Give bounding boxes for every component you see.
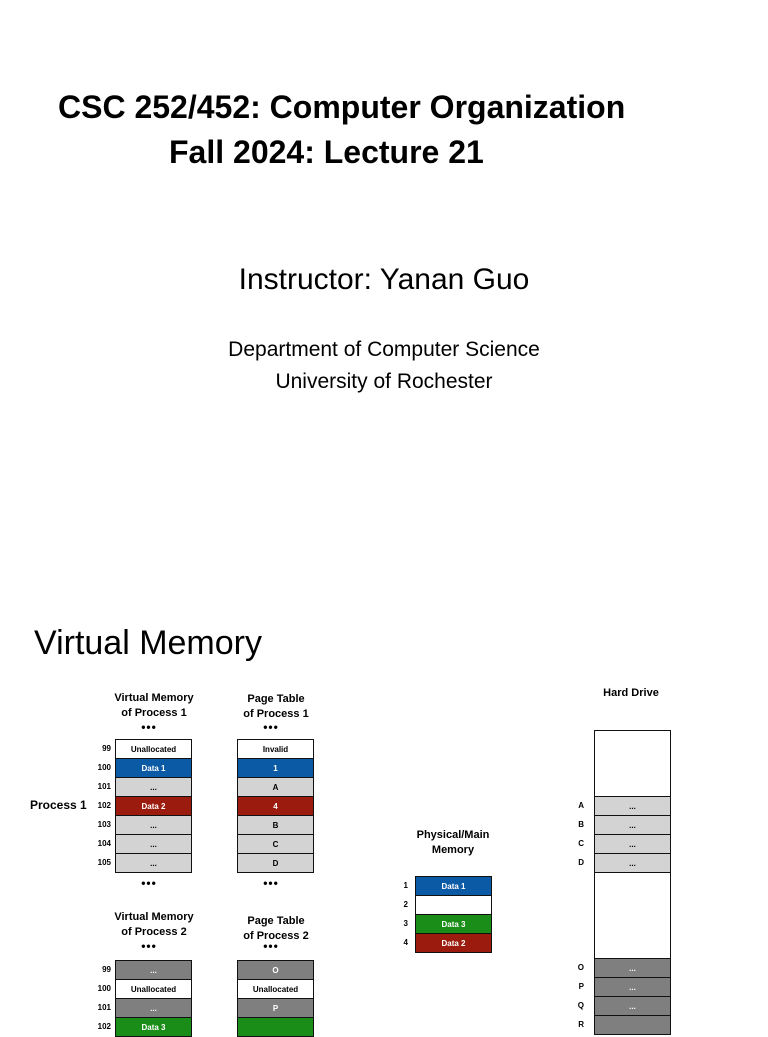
- phys-index: 1: [403, 880, 408, 890]
- vm2-top-ellipsis: •••: [141, 939, 157, 953]
- hd-upper-cell: ...: [594, 834, 671, 854]
- vm1-caption-line2: of Process 1: [121, 707, 187, 719]
- process1-label: Process 1: [30, 798, 87, 812]
- phys-index: 4: [403, 937, 408, 947]
- pt2-caption-line1: Page Table: [247, 915, 305, 927]
- vm1-index: 101: [97, 781, 111, 791]
- phys-caption: [400, 828, 506, 858]
- instructor-name: Instructor: Yanan Guo: [238, 263, 530, 296]
- vm1-cell: Data 1: [115, 758, 192, 778]
- pt2-cell: O: [237, 960, 314, 980]
- vm1-index: 104: [97, 838, 111, 848]
- vm1-cell: ...: [115, 777, 192, 797]
- vm1-index: 103: [97, 819, 111, 829]
- phys-index: 3: [403, 918, 408, 928]
- pt2-caption-line2: of Process 2: [243, 930, 309, 942]
- hd-lower-index: P: [578, 981, 584, 991]
- pt1-cell: D: [237, 853, 314, 873]
- vm2-index: 102: [97, 1021, 111, 1031]
- pt1-caption-line1: Page Table: [247, 693, 305, 705]
- hd-upper-cell: ...: [594, 796, 671, 816]
- phys-cell: [415, 895, 492, 915]
- phys-cell: Data 2: [415, 933, 492, 953]
- pt1-cell: B: [237, 815, 314, 835]
- vm2-cell: Data 3: [115, 1017, 192, 1037]
- hd-lower-index: Q: [577, 1000, 584, 1010]
- hd-upper-cell: ...: [594, 815, 671, 835]
- vm2-index: 99: [102, 964, 111, 974]
- vm1-index: 102: [97, 800, 111, 810]
- vm1-caption: [104, 691, 204, 721]
- pt1-caption-line2: of Process 1: [243, 708, 309, 720]
- hd-lower-index: O: [577, 962, 584, 972]
- pt2-cell: P: [237, 998, 314, 1018]
- vm1-cell: Unallocated: [115, 739, 192, 759]
- department-name: Department of Computer Science: [228, 338, 540, 361]
- phys-cell: Data 3: [415, 914, 492, 934]
- pt1-top-ellipsis: •••: [263, 720, 279, 734]
- course-title: CSC 252/452: Computer Organization: [58, 89, 626, 125]
- vm1-cell: ...: [115, 834, 192, 854]
- vm1-cell: Data 2: [115, 796, 192, 816]
- hd-lower-index: R: [578, 1019, 584, 1029]
- vm2-index: 101: [97, 1002, 111, 1012]
- vm2-caption-line1: Virtual Memory: [114, 911, 194, 923]
- vm2-caption-line2: of Process 2: [121, 926, 187, 938]
- pt1-cell: 1: [237, 758, 314, 778]
- pt1-cell: C: [237, 834, 314, 854]
- vm2-index: 100: [97, 983, 111, 993]
- vm1-cell: ...: [115, 853, 192, 873]
- vm1-index: 99: [102, 743, 111, 753]
- vm1-index: 100: [97, 762, 111, 772]
- pt1-caption: [226, 692, 326, 722]
- vm2-cell: ...: [115, 960, 192, 980]
- pt2-cell: [237, 1017, 314, 1037]
- lecture-title: Fall 2024: Lecture 21: [169, 134, 484, 170]
- hd-upper-index: D: [578, 857, 584, 867]
- vm2-cell: ...: [115, 998, 192, 1018]
- vm2-cell: Unallocated: [115, 979, 192, 999]
- hd-lower-cell: ...: [594, 977, 671, 997]
- hd-upper-cell: ...: [594, 853, 671, 873]
- phys-cell: Data 1: [415, 876, 492, 896]
- pt1-bottom-ellipsis: •••: [263, 876, 279, 890]
- pt2-cell: Unallocated: [237, 979, 314, 999]
- vm1-caption-line1: Virtual Memory: [114, 692, 194, 704]
- hd-upper-index: B: [578, 819, 584, 829]
- pt1-cell: 4: [237, 796, 314, 816]
- phys-caption-line2: Memory: [431, 844, 475, 856]
- hd-lower-cell: [594, 1015, 671, 1035]
- phys-index: 2: [403, 899, 408, 909]
- hd-upper-index: A: [578, 800, 584, 810]
- hd-upper-index: C: [578, 838, 584, 848]
- hd-lower-cell: ...: [594, 958, 671, 978]
- vm1-top-ellipsis: •••: [141, 720, 157, 734]
- hd-lower-cell: ...: [594, 996, 671, 1016]
- phys-caption-line1: Physical/Main: [416, 829, 490, 841]
- vm2-caption: [104, 910, 204, 940]
- vm1-index: 105: [97, 857, 111, 867]
- vm1-cell: ...: [115, 815, 192, 835]
- hd-caption: Hard Drive: [603, 687, 659, 699]
- pt1-cell: A: [237, 777, 314, 797]
- pt2-top-ellipsis: •••: [263, 939, 279, 953]
- vm1-bottom-ellipsis: •••: [141, 876, 157, 890]
- pt1-cell: Invalid: [237, 739, 314, 759]
- university-name: University of Rochester: [275, 370, 493, 393]
- slide-title: Virtual Memory: [34, 624, 262, 662]
